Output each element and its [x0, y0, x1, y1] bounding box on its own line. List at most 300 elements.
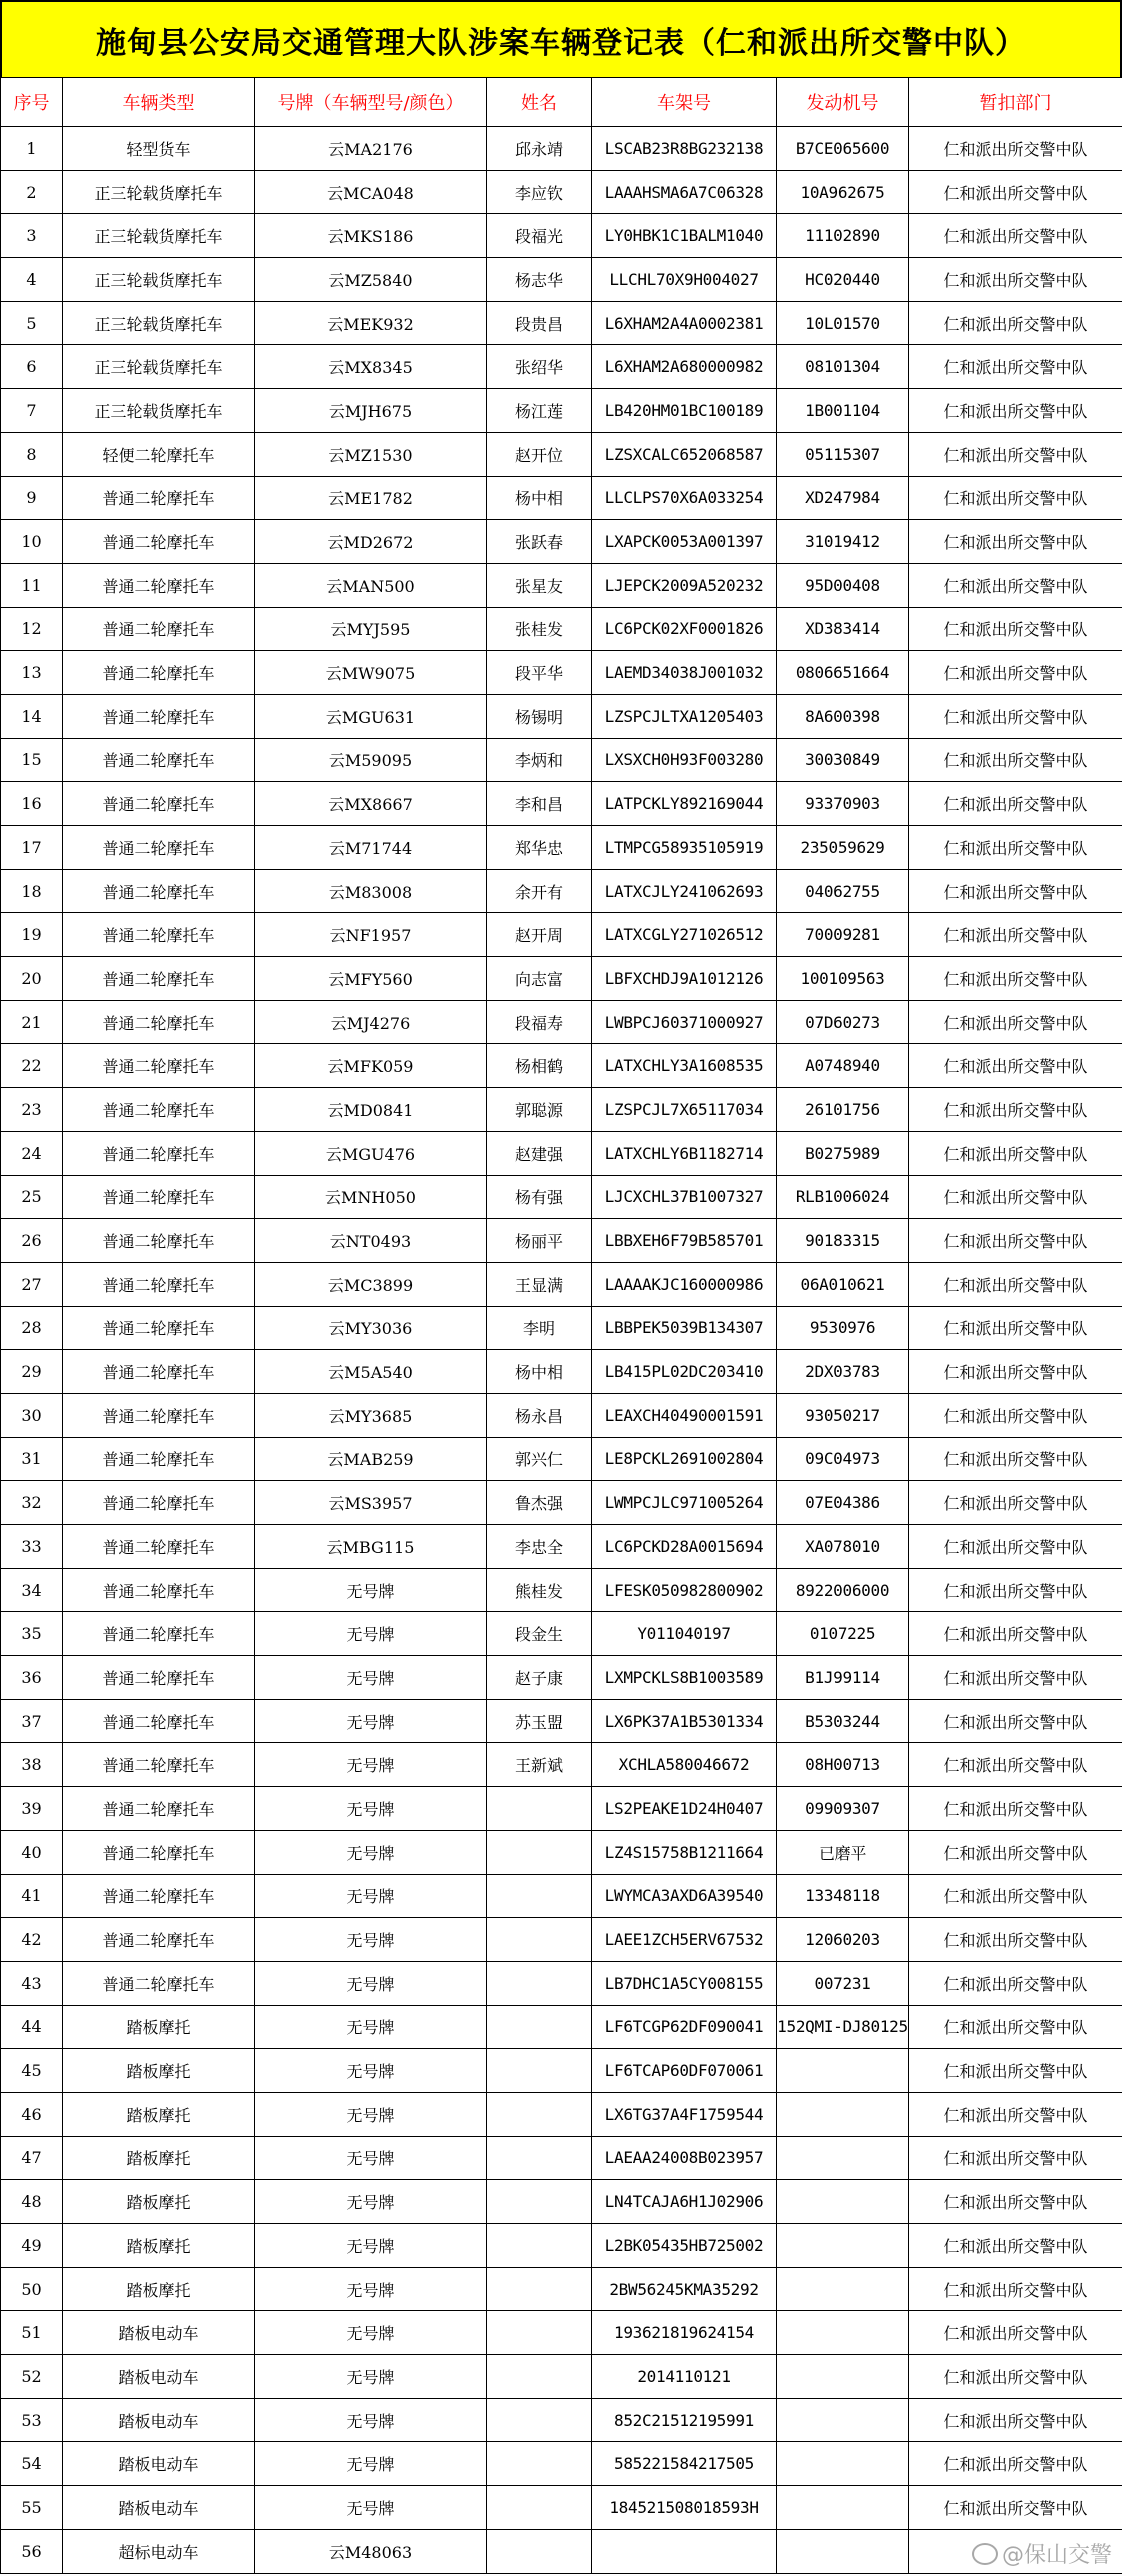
cell-owner-name [487, 2311, 592, 2355]
cell-owner-name: 杨中相 [487, 476, 592, 520]
cell-vin: L6XHAM2A4A0002381 [592, 301, 777, 345]
cell-engine-no: 08101304 [777, 345, 909, 389]
cell-plate: 无号牌 [255, 2180, 487, 2224]
table-row [1, 1131, 1122, 1175]
cell-owner-name: 郭聪源 [487, 1088, 592, 1132]
table-row [1, 1830, 1122, 1874]
cell-vehicle-type: 普通二轮摩托车 [63, 1262, 255, 1306]
cell-engine-no: 235059629 [777, 826, 909, 870]
cell-vin: LATXCJLY241062693 [592, 869, 777, 913]
cell-owner-name: 杨江莲 [487, 389, 592, 433]
cell-plate: 云MY3685 [255, 1393, 487, 1437]
table-row [1, 2398, 1122, 2442]
cell-index: 22 [1, 1044, 63, 1088]
cell-owner-name: 杨锡明 [487, 694, 592, 738]
table-row [1, 1961, 1122, 2005]
cell-department: 仁和派出所交警中队 [909, 170, 1122, 214]
cell-department: 仁和派出所交警中队 [909, 2092, 1122, 2136]
table-row [1, 913, 1122, 957]
table-row [1, 520, 1122, 564]
cell-department: 仁和派出所交警中队 [909, 1874, 1122, 1918]
page-title: 施甸县公安局交通管理大队涉案车辆登记表（仁和派出所交警中队） [0, 0, 1122, 77]
cell-owner-name: 苏玉盟 [487, 1699, 592, 1743]
cell-owner-name [487, 1961, 592, 2005]
cell-engine-no [777, 2529, 909, 2573]
table-row [1, 1306, 1122, 1350]
cell-department: 仁和派出所交警中队 [909, 345, 1122, 389]
cell-vin: LATXCHLY6B1182714 [592, 1131, 777, 1175]
cell-department: 仁和派出所交警中队 [909, 214, 1122, 258]
cell-department: 仁和派出所交警中队 [909, 1350, 1122, 1394]
table-row [1, 957, 1122, 1001]
cell-plate: 无号牌 [255, 1612, 487, 1656]
cell-owner-name [487, 1918, 592, 1962]
cell-owner-name [487, 2049, 592, 2093]
cell-vin: LWBPCJ60371000927 [592, 1000, 777, 1044]
table-row [1, 607, 1122, 651]
cell-index: 27 [1, 1262, 63, 1306]
cell-plate: 云M5A540 [255, 1350, 487, 1394]
cell-engine-no: 已磨平 [777, 1830, 909, 1874]
cell-owner-name: 张跃春 [487, 520, 592, 564]
cell-vehicle-type: 普通二轮摩托车 [63, 1088, 255, 1132]
table-row [1, 1787, 1122, 1831]
table-row [1, 345, 1122, 389]
cell-owner-name: 李忠全 [487, 1525, 592, 1569]
cell-owner-name: 张绍华 [487, 345, 592, 389]
cell-plate: 云MY3036 [255, 1306, 487, 1350]
cell-index: 47 [1, 2136, 63, 2180]
cell-vin: LF6TCGP62DF090041 [592, 2005, 777, 2049]
cell-index: 29 [1, 1350, 63, 1394]
cell-plate: 无号牌 [255, 1787, 487, 1831]
cell-engine-no: 10L01570 [777, 301, 909, 345]
table-row [1, 127, 1122, 171]
cell-engine-no [777, 2136, 909, 2180]
cell-owner-name: 李和昌 [487, 782, 592, 826]
cell-engine-no: B1J99114 [777, 1656, 909, 1700]
cell-plate: 云MKS186 [255, 214, 487, 258]
cell-vehicle-type: 普通二轮摩托车 [63, 1918, 255, 1962]
cell-vehicle-type: 踏板摩托 [63, 2180, 255, 2224]
cell-department: 仁和派出所交警中队 [909, 301, 1122, 345]
cell-plate: 云MNH050 [255, 1175, 487, 1219]
cell-owner-name: 张桂发 [487, 607, 592, 651]
cell-owner-name [487, 2486, 592, 2530]
cell-owner-name: 熊桂发 [487, 1568, 592, 1612]
cell-vin: LAAAHSMA6A7C06328 [592, 170, 777, 214]
cell-owner-name: 杨相鹤 [487, 1044, 592, 1088]
cell-vehicle-type: 普通二轮摩托车 [63, 1481, 255, 1525]
cell-plate: 无号牌 [255, 2486, 487, 2530]
cell-vehicle-type: 普通二轮摩托车 [63, 1699, 255, 1743]
cell-index: 13 [1, 651, 63, 695]
weibo-icon [972, 2543, 998, 2565]
cell-vin: 193621819624154 [592, 2311, 777, 2355]
cell-department: 仁和派出所交警中队 [909, 1830, 1122, 1874]
table-row [1, 651, 1122, 695]
table-row [1, 2529, 1122, 2573]
cell-plate: 云M59095 [255, 738, 487, 782]
cell-vin: Y011040197 [592, 1612, 777, 1656]
cell-owner-name: 张星友 [487, 563, 592, 607]
cell-plate: 云MA2176 [255, 127, 487, 171]
table-row [1, 214, 1122, 258]
cell-vehicle-type: 踏板摩托 [63, 2136, 255, 2180]
cell-plate: 云MX8667 [255, 782, 487, 826]
cell-department: 仁和派出所交警中队 [909, 826, 1122, 870]
cell-engine-no [777, 2486, 909, 2530]
cell-owner-name: 赵开周 [487, 913, 592, 957]
cell-engine-no: 152QMI-DJ80125 [777, 2005, 909, 2049]
cell-department: 仁和派出所交警中队 [909, 782, 1122, 826]
cell-engine-no: B5303244 [777, 1699, 909, 1743]
cell-engine-no [777, 2267, 909, 2311]
cell-index: 37 [1, 1699, 63, 1743]
cell-vin: 184521508018593H [592, 2486, 777, 2530]
cell-index: 34 [1, 1568, 63, 1612]
cell-vehicle-type: 正三轮载货摩托车 [63, 170, 255, 214]
cell-department: 仁和派出所交警中队 [909, 1219, 1122, 1263]
cell-owner-name: 段金生 [487, 1612, 592, 1656]
cell-owner-name: 段福光 [487, 214, 592, 258]
cell-engine-no: 07D60273 [777, 1000, 909, 1044]
cell-vin: LBFXCHDJ9A1012126 [592, 957, 777, 1001]
cell-department: 仁和派出所交警中队 [909, 2355, 1122, 2399]
cell-plate: 无号牌 [255, 2311, 487, 2355]
cell-vin: L2BK05435HB725002 [592, 2224, 777, 2268]
cell-vehicle-type: 踏板摩托 [63, 2267, 255, 2311]
header-engine-no: 发动机号 [777, 78, 909, 127]
cell-vehicle-type: 普通二轮摩托车 [63, 782, 255, 826]
cell-plate: 无号牌 [255, 2355, 487, 2399]
cell-plate: 无号牌 [255, 2136, 487, 2180]
cell-engine-no: 31019412 [777, 520, 909, 564]
cell-vin: LC6PCK02XF0001826 [592, 607, 777, 651]
cell-index: 28 [1, 1306, 63, 1350]
cell-plate: 无号牌 [255, 1743, 487, 1787]
cell-department: 仁和派出所交警中队 [909, 1437, 1122, 1481]
cell-vehicle-type: 踏板摩托 [63, 2224, 255, 2268]
cell-vin: LZSXCALC652068587 [592, 432, 777, 476]
cell-vehicle-type: 踏板电动车 [63, 2486, 255, 2530]
cell-plate: 云MAN500 [255, 563, 487, 607]
cell-plate: 云MS3957 [255, 1481, 487, 1525]
cell-plate: 云MFK059 [255, 1044, 487, 1088]
cell-vin: LWYMCA3AXD6A39540 [592, 1874, 777, 1918]
cell-department: 仁和派出所交警中队 [909, 2180, 1122, 2224]
cell-engine-no [777, 2224, 909, 2268]
cell-vehicle-type: 普通二轮摩托车 [63, 1525, 255, 1569]
cell-vehicle-type: 普通二轮摩托车 [63, 826, 255, 870]
table-row [1, 170, 1122, 214]
cell-plate: 云MJH675 [255, 389, 487, 433]
cell-vin: LEAXCH40490001591 [592, 1393, 777, 1437]
cell-department: 仁和派出所交警中队 [909, 2224, 1122, 2268]
cell-vehicle-type: 普通二轮摩托车 [63, 957, 255, 1001]
cell-department: 仁和派出所交警中队 [909, 389, 1122, 433]
table-row [1, 1918, 1122, 1962]
cell-department: 仁和派出所交警中队 [909, 869, 1122, 913]
cell-plate: 云M48063 [255, 2529, 487, 2573]
cell-vin: LXSXCH0H93F003280 [592, 738, 777, 782]
cell-department: 仁和派出所交警中队 [909, 607, 1122, 651]
cell-vehicle-type: 普通二轮摩托车 [63, 476, 255, 520]
cell-department: 仁和派出所交警中队 [909, 2486, 1122, 2530]
cell-engine-no: 2DX03783 [777, 1350, 909, 1394]
cell-plate: 云MBG115 [255, 1525, 487, 1569]
cell-plate: 无号牌 [255, 1874, 487, 1918]
cell-plate: 无号牌 [255, 1961, 487, 2005]
cell-index: 7 [1, 389, 63, 433]
cell-vehicle-type: 普通二轮摩托车 [63, 1350, 255, 1394]
cell-index: 46 [1, 2092, 63, 2136]
cell-vin: LTMPCG58935105919 [592, 826, 777, 870]
cell-department: 仁和派出所交警中队 [909, 2049, 1122, 2093]
cell-vin: LB420HM01BC100189 [592, 389, 777, 433]
cell-owner-name: 杨永昌 [487, 1393, 592, 1437]
table-header-row [1, 78, 1122, 127]
cell-plate: 无号牌 [255, 2442, 487, 2486]
cell-vehicle-type: 普通二轮摩托车 [63, 1219, 255, 1263]
cell-department: 仁和派出所交警中队 [909, 1568, 1122, 1612]
cell-owner-name [487, 2136, 592, 2180]
cell-vehicle-type: 普通二轮摩托车 [63, 563, 255, 607]
cell-vehicle-type: 踏板电动车 [63, 2311, 255, 2355]
cell-vehicle-type: 超标电动车 [63, 2529, 255, 2573]
cell-engine-no: 26101756 [777, 1088, 909, 1132]
cell-vin: LZSPCJL7X65117034 [592, 1088, 777, 1132]
cell-index: 3 [1, 214, 63, 258]
cell-vin: XCHLA580046672 [592, 1743, 777, 1787]
cell-department: 仁和派出所交警中队 [909, 563, 1122, 607]
cell-department: 仁和派出所交警中队 [909, 1306, 1122, 1350]
table-row [1, 389, 1122, 433]
table-row [1, 2005, 1122, 2049]
cell-vehicle-type: 普通二轮摩托车 [63, 913, 255, 957]
cell-vehicle-type: 普通二轮摩托车 [63, 607, 255, 651]
cell-department: 仁和派出所交警中队 [909, 1961, 1122, 2005]
table-row [1, 1044, 1122, 1088]
cell-engine-no: 08H00713 [777, 1743, 909, 1787]
cell-vin: LAEAA24008B023957 [592, 2136, 777, 2180]
cell-index: 31 [1, 1437, 63, 1481]
table-row [1, 738, 1122, 782]
cell-index: 25 [1, 1175, 63, 1219]
cell-index: 45 [1, 2049, 63, 2093]
cell-engine-no: 8922006000 [777, 1568, 909, 1612]
cell-plate: 云M71744 [255, 826, 487, 870]
cell-plate: 云ME1782 [255, 476, 487, 520]
table-row [1, 432, 1122, 476]
cell-vehicle-type: 普通二轮摩托车 [63, 1131, 255, 1175]
cell-vin: LZSPCJLTXA1205403 [592, 694, 777, 738]
cell-engine-no: 09909307 [777, 1787, 909, 1831]
cell-vehicle-type: 普通二轮摩托车 [63, 1830, 255, 1874]
cell-engine-no: A0748940 [777, 1044, 909, 1088]
cell-department: 仁和派出所交警中队 [909, 1699, 1122, 1743]
cell-owner-name [487, 2005, 592, 2049]
cell-owner-name: 杨丽平 [487, 1219, 592, 1263]
cell-vin: LJCXCHL37B1007327 [592, 1175, 777, 1219]
header-plate: 号牌（车辆型号/颜色） [255, 78, 487, 127]
cell-vin: LJEPCK2009A520232 [592, 563, 777, 607]
cell-plate: 云MGU631 [255, 694, 487, 738]
cell-plate: 无号牌 [255, 2092, 487, 2136]
cell-index: 35 [1, 1612, 63, 1656]
cell-index: 16 [1, 782, 63, 826]
cell-department: 仁和派出所交警中队 [909, 1175, 1122, 1219]
cell-index: 51 [1, 2311, 63, 2355]
cell-owner-name: 邱永靖 [487, 127, 592, 171]
table-row [1, 2486, 1122, 2530]
cell-vin: LATXCGLY271026512 [592, 913, 777, 957]
cell-owner-name [487, 1787, 592, 1831]
table-row [1, 1393, 1122, 1437]
cell-owner-name: 郑华忠 [487, 826, 592, 870]
cell-vehicle-type: 普通二轮摩托车 [63, 1656, 255, 1700]
cell-vin: LS2PEAKE1D24H0407 [592, 1787, 777, 1831]
table-row [1, 301, 1122, 345]
cell-vin: LLCLPS70X6A033254 [592, 476, 777, 520]
cell-vin: LY0HBK1C1BALM1040 [592, 214, 777, 258]
cell-plate: 云MD2672 [255, 520, 487, 564]
cell-department: 仁和派出所交警中队 [909, 2267, 1122, 2311]
cell-plate: 云MEK932 [255, 301, 487, 345]
cell-plate: 云MAB259 [255, 1437, 487, 1481]
table-row [1, 2049, 1122, 2093]
cell-index: 54 [1, 2442, 63, 2486]
table-row [1, 869, 1122, 913]
cell-engine-no: 100109563 [777, 957, 909, 1001]
table-row [1, 826, 1122, 870]
cell-department: 仁和派出所交警中队 [909, 651, 1122, 695]
cell-owner-name: 赵建强 [487, 1131, 592, 1175]
cell-vehicle-type: 正三轮载货摩托车 [63, 258, 255, 302]
cell-engine-no: 95D00408 [777, 563, 909, 607]
table-row [1, 1088, 1122, 1132]
table-row [1, 1656, 1122, 1700]
cell-vin: LSCAB23R8BG232138 [592, 127, 777, 171]
cell-engine-no [777, 2311, 909, 2355]
cell-vehicle-type: 正三轮载货摩托车 [63, 301, 255, 345]
cell-engine-no: 06A010621 [777, 1262, 909, 1306]
cell-engine-no: 93370903 [777, 782, 909, 826]
cell-vehicle-type: 正三轮载货摩托车 [63, 214, 255, 258]
cell-vin: LX6PK37A1B5301334 [592, 1699, 777, 1743]
cell-department: 仁和派出所交警中队 [909, 1787, 1122, 1831]
cell-index: 49 [1, 2224, 63, 2268]
cell-index: 30 [1, 1393, 63, 1437]
cell-owner-name [487, 2355, 592, 2399]
table-row [1, 694, 1122, 738]
cell-index: 20 [1, 957, 63, 1001]
cell-engine-no: 70009281 [777, 913, 909, 957]
cell-vin [592, 2529, 777, 2573]
cell-vin: 585221584217505 [592, 2442, 777, 2486]
cell-engine-no: B0275989 [777, 1131, 909, 1175]
cell-owner-name: 段福寿 [487, 1000, 592, 1044]
cell-owner-name [487, 2529, 592, 2573]
cell-engine-no: 07E04386 [777, 1481, 909, 1525]
cell-vehicle-type: 普通二轮摩托车 [63, 1743, 255, 1787]
cell-index: 52 [1, 2355, 63, 2399]
table-row [1, 2180, 1122, 2224]
cell-vehicle-type: 踏板摩托 [63, 2049, 255, 2093]
cell-owner-name: 杨志华 [487, 258, 592, 302]
cell-vehicle-type: 轻便二轮摩托车 [63, 432, 255, 476]
cell-owner-name [487, 2092, 592, 2136]
table-row [1, 476, 1122, 520]
cell-vehicle-type: 踏板电动车 [63, 2398, 255, 2442]
cell-index: 6 [1, 345, 63, 389]
cell-vehicle-type: 正三轮载货摩托车 [63, 389, 255, 433]
watermark-text: @保山交警 [1002, 2543, 1112, 2568]
cell-engine-no: HC020440 [777, 258, 909, 302]
cell-department: 仁和派出所交警中队 [909, 1918, 1122, 1962]
cell-vin: LE8PCKL2691002804 [592, 1437, 777, 1481]
cell-owner-name: 杨中相 [487, 1350, 592, 1394]
cell-department: 仁和派出所交警中队 [909, 1262, 1122, 1306]
cell-engine-no [777, 2398, 909, 2442]
cell-vehicle-type: 普通二轮摩托车 [63, 694, 255, 738]
vehicle-register-table [0, 77, 1122, 2574]
table-row [1, 1525, 1122, 1569]
cell-plate: 云MD0841 [255, 1088, 487, 1132]
cell-index: 56 [1, 2529, 63, 2573]
table-row [1, 1262, 1122, 1306]
table-row [1, 1699, 1122, 1743]
cell-vin: LLCHL70X9H004027 [592, 258, 777, 302]
cell-department: 仁和派出所交警中队 [909, 738, 1122, 782]
cell-vin: LAAAAKJC160000986 [592, 1262, 777, 1306]
cell-index: 12 [1, 607, 63, 651]
cell-department: 仁和派出所交警中队 [909, 1044, 1122, 1088]
cell-index: 48 [1, 2180, 63, 2224]
cell-plate: 云MC3899 [255, 1262, 487, 1306]
cell-vin: LAEMD34038J001032 [592, 651, 777, 695]
cell-index: 23 [1, 1088, 63, 1132]
cell-index: 39 [1, 1787, 63, 1831]
table-row [1, 2267, 1122, 2311]
cell-engine-no: 0806651664 [777, 651, 909, 695]
cell-plate: 云NT0493 [255, 1219, 487, 1263]
table-row [1, 1350, 1122, 1394]
cell-engine-no [777, 2180, 909, 2224]
table-row [1, 2092, 1122, 2136]
cell-index: 2 [1, 170, 63, 214]
cell-vin: LATPCKLY892169044 [592, 782, 777, 826]
cell-owner-name [487, 1830, 592, 1874]
cell-owner-name: 赵开位 [487, 432, 592, 476]
cell-department: 仁和派出所交警中队 [909, 1525, 1122, 1569]
cell-vehicle-type: 普通二轮摩托车 [63, 1175, 255, 1219]
cell-plate: 无号牌 [255, 2224, 487, 2268]
cell-owner-name: 王显满 [487, 1262, 592, 1306]
cell-index: 41 [1, 1874, 63, 1918]
table-row [1, 2311, 1122, 2355]
cell-vehicle-type: 普通二轮摩托车 [63, 1044, 255, 1088]
cell-plate: 无号牌 [255, 1656, 487, 1700]
cell-index: 10 [1, 520, 63, 564]
table-row [1, 258, 1122, 302]
cell-vin: LWMPCJLC971005264 [592, 1481, 777, 1525]
cell-plate: 无号牌 [255, 1830, 487, 1874]
cell-index: 9 [1, 476, 63, 520]
cell-owner-name: 王新斌 [487, 1743, 592, 1787]
table-row [1, 782, 1122, 826]
cell-vehicle-type: 普通二轮摩托车 [63, 1874, 255, 1918]
